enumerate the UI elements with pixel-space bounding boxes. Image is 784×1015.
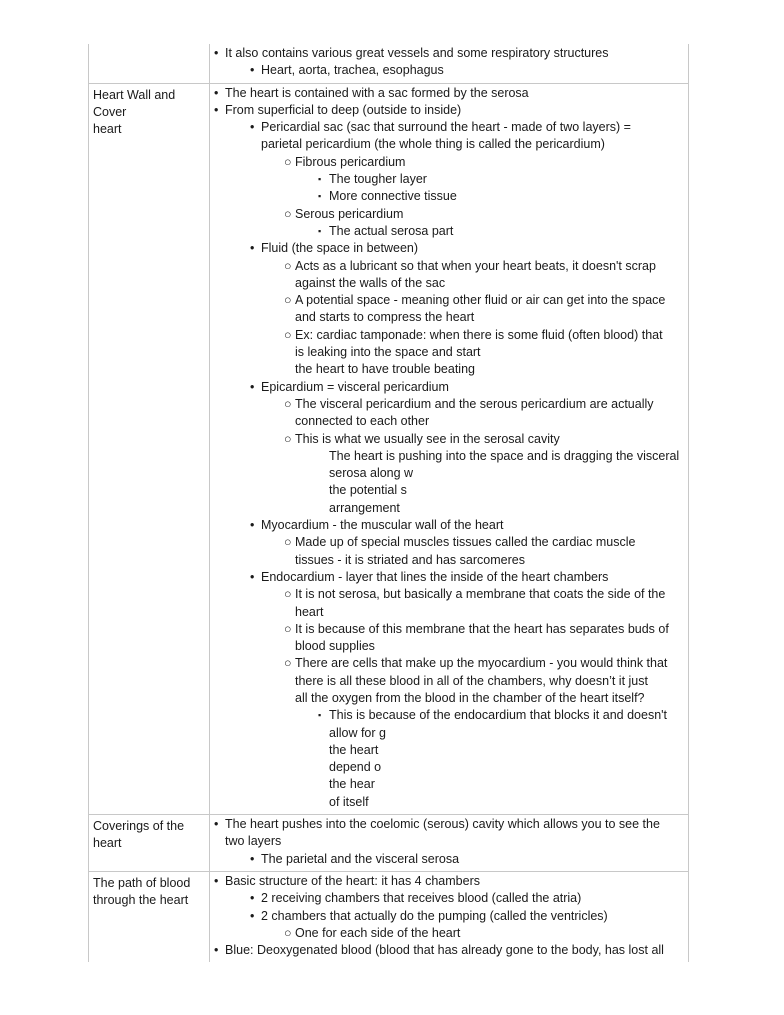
note-line xyxy=(214,292,688,309)
note-text: A potential space - meaning other fluid or air can get into the space xyxy=(295,293,666,308)
bullet-icon: • xyxy=(214,817,219,832)
note-line xyxy=(214,655,688,672)
note-text: Fluid (the space in between) xyxy=(261,241,419,256)
note-text: of itself xyxy=(329,794,369,809)
note-line xyxy=(214,534,688,551)
bullet-icon: • xyxy=(214,46,219,60)
bullet-icon: ▪ xyxy=(318,710,322,721)
note-text: Acts as a lubricant so that when your heart beats, it doesn't scrap xyxy=(295,258,656,273)
note-line xyxy=(214,638,688,655)
bullet-icon: • xyxy=(250,851,255,866)
note-line xyxy=(214,890,688,907)
table-row xyxy=(88,83,689,814)
note-line xyxy=(214,776,688,793)
note-text: There are cells that make up the myocardium - you would think that xyxy=(295,656,668,671)
note-text: Myocardium - the muscular wall of the heart xyxy=(261,518,504,533)
note-line xyxy=(214,925,688,942)
note-line xyxy=(214,413,688,430)
note-line xyxy=(214,690,688,707)
note-line xyxy=(214,102,688,119)
bullet-icon: ○ xyxy=(284,535,292,550)
notes-table xyxy=(88,44,689,962)
note-line xyxy=(214,119,688,136)
bullet-icon: ○ xyxy=(284,656,292,671)
note-text: Endocardium - layer that lines the inside of the heart chambers xyxy=(261,569,609,584)
note-text: there is all these blood in all of the chambers, why doesn’t it just xyxy=(295,673,648,688)
note-text: blood supplies xyxy=(295,639,375,654)
note-line xyxy=(214,621,688,638)
topic-label: heart xyxy=(93,121,122,136)
bullet-icon: ○ xyxy=(284,621,292,636)
note-text: This is what we usually see in the serosal cavity xyxy=(295,431,560,446)
note-line xyxy=(214,327,688,344)
bullet-icon: • xyxy=(214,943,219,958)
note-text: parietal pericardium (the whole thing is called the pericardium) xyxy=(261,137,605,152)
table-row xyxy=(88,44,689,83)
note-line xyxy=(214,725,688,742)
note-line xyxy=(214,569,688,586)
note-line xyxy=(214,552,688,569)
note-line xyxy=(214,586,688,603)
note-text: It also contains various great vessels and some respiratory structures xyxy=(225,46,609,60)
note-line xyxy=(214,171,688,188)
topic-label: The path of blood xyxy=(93,875,191,890)
note-line xyxy=(214,604,688,621)
bullet-icon: • xyxy=(250,518,255,533)
note-line xyxy=(214,673,688,690)
note-text: The heart pushes into the coelomic (serous) cavity which allows you to see the xyxy=(225,817,660,832)
note-line xyxy=(214,794,688,811)
note-line xyxy=(214,707,688,724)
bullet-icon: • xyxy=(250,908,255,923)
topic-cell xyxy=(88,872,210,962)
note-line xyxy=(214,85,688,102)
bullet-icon: • xyxy=(214,85,219,100)
note-line xyxy=(214,448,688,465)
note-text: all the oxygen from the blood in the chamber of the heart itself? xyxy=(295,690,645,705)
note-text: and starts to compress the heart xyxy=(295,310,475,325)
topic-label: Heart Wall and xyxy=(93,87,176,102)
note-line xyxy=(214,223,688,240)
bullet-icon: ○ xyxy=(284,206,292,221)
note-text: The heart is contained with a sac formed by the serosa xyxy=(225,85,529,100)
notes-cell xyxy=(210,815,689,871)
note-line xyxy=(214,309,688,326)
note-text: two layers xyxy=(225,834,282,849)
table-row xyxy=(88,814,689,871)
note-line xyxy=(214,482,688,499)
note-text: depend o xyxy=(329,760,382,775)
note-text: Serous pericardium xyxy=(295,206,404,221)
note-text: the heart to have trouble beating xyxy=(295,362,475,377)
note-line xyxy=(214,816,688,833)
note-line xyxy=(214,45,688,62)
note-line xyxy=(214,361,688,378)
notes-cell xyxy=(210,872,689,962)
bullet-icon: • xyxy=(250,891,255,906)
note-line xyxy=(214,908,688,925)
note-line xyxy=(214,275,688,292)
bullet-icon: • xyxy=(250,63,255,78)
bullet-icon: • xyxy=(250,120,255,135)
note-text: Blue: Deoxygenated blood (blood that has already gone to the body, has lost all xyxy=(225,943,664,958)
bullet-icon: ▪ xyxy=(318,225,322,236)
note-line xyxy=(214,396,688,413)
note-text: Pericardial sac (sac that surround the heart - made of two layers) = xyxy=(261,120,631,135)
note-text: Made up of special muscles tissues called the cardiac muscle xyxy=(295,535,636,550)
note-line xyxy=(214,500,688,517)
note-line xyxy=(214,851,688,868)
bullet-icon: ○ xyxy=(284,154,292,169)
note-text: 2 chambers that actually do the pumping (called the ventricles) xyxy=(261,908,608,923)
note-text: arrangement xyxy=(329,500,400,515)
note-line xyxy=(214,240,688,257)
table-row xyxy=(88,871,689,962)
note-text: allow for g xyxy=(329,725,386,740)
note-line xyxy=(214,833,688,850)
notes-cell xyxy=(210,44,689,83)
note-text: Ex: cardiac tamponade: when there is some fluid (often blood) that xyxy=(295,327,663,342)
note-line xyxy=(214,517,688,534)
bullet-icon: ○ xyxy=(284,293,292,308)
topic-cell xyxy=(88,44,210,83)
note-text: The tougher layer xyxy=(329,172,427,187)
bullet-icon: ▪ xyxy=(318,191,322,202)
bullet-icon: ○ xyxy=(284,258,292,273)
note-text: From superficial to deep (outside to inside) xyxy=(225,102,462,117)
note-text: connected to each other xyxy=(295,414,430,429)
note-line xyxy=(214,344,688,361)
note-text: The heart is pushing into the space and is dragging the visceral xyxy=(329,448,680,463)
bullet-icon: • xyxy=(250,241,255,256)
note-line xyxy=(214,431,688,448)
note-text: Heart, aorta, trachea, esophagus xyxy=(261,63,444,78)
note-text: Fibrous pericardium xyxy=(295,154,406,169)
bullet-icon: ○ xyxy=(284,327,292,342)
topic-label: through the heart xyxy=(93,892,189,907)
note-text: the potential s xyxy=(329,483,407,498)
topic-label: Coverings of the xyxy=(93,819,185,834)
notes-cell xyxy=(210,84,689,814)
note-line xyxy=(214,188,688,205)
note-text: is leaking into the space and start xyxy=(295,345,481,360)
note-line xyxy=(214,206,688,223)
topic-cell xyxy=(88,815,210,871)
bullet-icon: • xyxy=(250,569,255,584)
note-line xyxy=(214,154,688,171)
note-line xyxy=(214,465,688,482)
note-text: tissues - it is striated and has sarcomeres xyxy=(295,552,525,567)
note-text: The actual serosa part xyxy=(329,223,454,238)
note-text: serosa along w xyxy=(329,466,414,481)
topic-label: Cover xyxy=(93,104,127,119)
bullet-icon: ○ xyxy=(284,431,292,446)
note-text: It is because of this membrane that the heart has separates buds of xyxy=(295,621,669,636)
note-text: The parietal and the visceral serosa xyxy=(261,851,460,866)
bullet-icon: ▪ xyxy=(318,174,322,185)
note-text: against the walls of the sac xyxy=(295,275,446,290)
note-text: It is not serosa, but basically a membrane that coats the side of the xyxy=(295,587,666,602)
bullet-icon: ○ xyxy=(284,925,292,940)
topic-label: heart xyxy=(93,836,122,851)
note-text: heart xyxy=(295,604,324,619)
note-line xyxy=(214,379,688,396)
note-text: 2 receiving chambers that receives blood (called the atria) xyxy=(261,891,582,906)
note-line xyxy=(214,136,688,153)
note-line xyxy=(214,742,688,759)
note-line xyxy=(214,873,688,890)
topic-cell xyxy=(88,84,210,814)
note-text: One for each side of the heart xyxy=(295,925,461,940)
note-text: Basic structure of the heart: it has 4 chambers xyxy=(225,873,480,888)
bullet-icon: ○ xyxy=(284,587,292,602)
note-line xyxy=(214,258,688,275)
bullet-icon: ○ xyxy=(284,396,292,411)
note-text: Epicardium = visceral pericardium xyxy=(261,379,449,394)
bullet-icon: • xyxy=(214,873,219,888)
note-line xyxy=(214,942,688,959)
note-line xyxy=(214,62,688,79)
note-text: The visceral pericardium and the serous pericardium are actually xyxy=(295,396,654,411)
note-line xyxy=(214,759,688,776)
note-text: This is because of the endocardium that blocks it and doesn't xyxy=(329,708,668,723)
note-text: More connective tissue xyxy=(329,189,457,204)
note-text: the hear xyxy=(329,777,375,792)
bullet-icon: • xyxy=(214,102,219,117)
bullet-icon: • xyxy=(250,379,255,394)
note-text: the heart xyxy=(329,742,379,757)
